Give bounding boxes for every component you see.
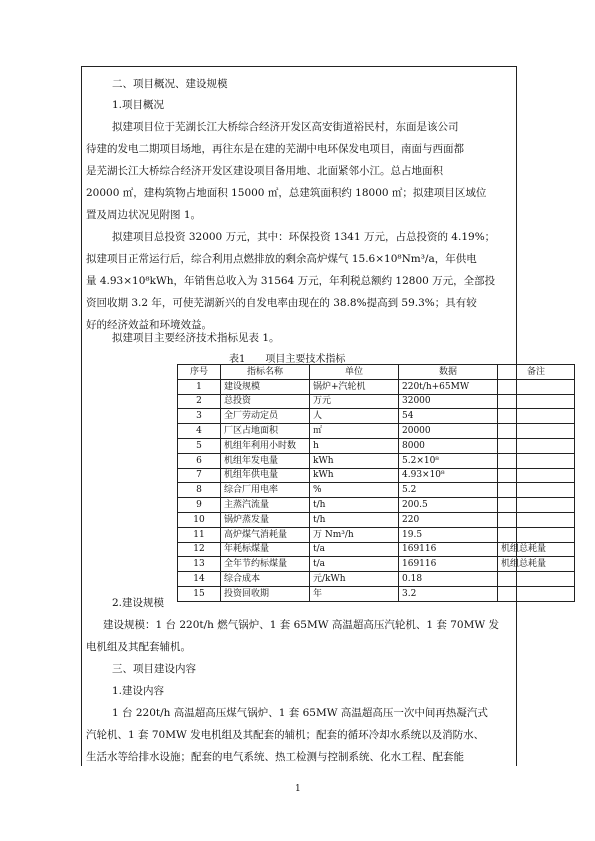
table-cell xyxy=(498,409,575,424)
table-cell: 0.18 xyxy=(399,572,498,587)
table-cell: 2 xyxy=(178,394,221,409)
text-line: 拟建项目正常运行后，综合利用点燃排放的剩余高炉煤气 15.6×10⁸Nm³/a，年供电 xyxy=(86,253,477,265)
header-cell: 序号 xyxy=(178,365,221,380)
table-caption: 表1 项目主要技术指标 xyxy=(229,354,346,365)
table-row xyxy=(178,483,575,498)
table-row xyxy=(178,453,575,468)
table-cell xyxy=(498,586,575,601)
table-cell: 厂区占地面积 xyxy=(221,424,310,439)
table-cell: 全厂劳动定员 xyxy=(221,409,310,424)
table-cell: 综合成本 xyxy=(221,572,310,587)
table-cell: 机组年发电量 xyxy=(221,453,310,468)
table-row xyxy=(178,542,575,557)
table-row xyxy=(178,586,575,601)
table-cell: 220t/h+65MW xyxy=(399,379,498,394)
subsection-heading: 2.建设规模 xyxy=(112,597,165,609)
table-cell: 锅炉+汽轮机 xyxy=(310,379,399,394)
text-line: 拟建项目位于芜湖长江大桥综合经济开发区高安街道裕民村，东面是该公司 xyxy=(112,121,459,133)
table-row xyxy=(178,424,575,439)
table-cell: 总投资 xyxy=(221,394,310,409)
header-cell: 数据 xyxy=(399,365,498,380)
table-row xyxy=(178,394,575,409)
table-cell: 年耗标煤量 xyxy=(221,542,310,557)
table-cell: kWh xyxy=(310,453,399,468)
table-cell: 5 xyxy=(178,438,221,453)
table-row xyxy=(178,468,575,483)
table-cell: 4.93×10⁸ xyxy=(399,468,498,483)
header-cell: 单位 xyxy=(310,365,399,380)
header-cell: 指标名称 xyxy=(221,365,310,380)
table-cell: 220 xyxy=(399,512,498,527)
table-cell: 8 xyxy=(178,483,221,498)
text-line: 是芜湖长江大桥综合经济开发区建设项目备用地、北面紧邻小江。总占地面积 xyxy=(86,165,443,177)
table-row xyxy=(178,379,575,394)
table-cell: 机组年利用小时数 xyxy=(221,438,310,453)
text-line: 拟建项目总投资 32000 万元，其中：环保投资 1341 万元，占总投资的 4.19%； xyxy=(112,231,496,243)
table-cell xyxy=(498,498,575,513)
table-cell: 13 xyxy=(178,557,221,572)
table-cell: 机组总耗量 xyxy=(498,542,575,557)
table-cell: 20000 xyxy=(399,424,498,439)
table-cell: h xyxy=(310,438,399,453)
text-line: 资回收期 3.2 年，可使芜湖新兴的自发电率由现在的 38.8%提高到 59.3%；具有较 xyxy=(86,297,477,309)
table-cell: 机组年供电量 xyxy=(221,468,310,483)
table-cell xyxy=(498,424,575,439)
table-cell xyxy=(498,527,575,542)
table-row xyxy=(178,557,575,572)
table-reference-text: 拟建项目主要经济技术指标见表 1。 xyxy=(112,332,280,344)
header-cell: 备注 xyxy=(498,365,575,380)
section-heading: 三、项目建设内容 xyxy=(112,663,196,675)
table-row xyxy=(178,572,575,587)
text-line: 好的经济效益和环境效益。 xyxy=(86,319,212,331)
table-row xyxy=(178,527,575,542)
table-cell: 32000 xyxy=(399,394,498,409)
text-line: 置及周边状况见附图 1。 xyxy=(86,209,202,221)
table-cell: 3.2 xyxy=(399,586,498,601)
table-cell xyxy=(498,468,575,483)
text-line: 建设规模：1 台 220t/h 燃气锅炉、1 套 65MW 高温超高压汽轮机、1 套 70MW 发 xyxy=(103,619,499,631)
text-line: 待建的发电二期项目场地，再往东是在建的芜湖中电环保发电项目，南面与西面都 xyxy=(86,143,464,155)
table-cell: 54 xyxy=(399,409,498,424)
table-cell: 投资回收期 xyxy=(221,586,310,601)
table-row xyxy=(178,498,575,513)
table-row xyxy=(178,409,575,424)
table-cell: 万 Nm³/h xyxy=(310,527,399,542)
table-cell: % xyxy=(310,483,399,498)
section-heading: 二、项目概况、建设规模 xyxy=(112,78,228,90)
table-cell: kWh xyxy=(310,468,399,483)
table-cell xyxy=(498,512,575,527)
table-cell: 全年节约标煤量 xyxy=(221,557,310,572)
table-cell xyxy=(498,453,575,468)
text-line: 量 4.93×10⁸kWh，年销售总收入为 31564 万元，年利税总额约 12800 万元，全部投 xyxy=(86,275,496,287)
table-cell: 3 xyxy=(178,409,221,424)
table-cell xyxy=(498,394,575,409)
subsection-heading: 1.项目概况 xyxy=(112,99,165,111)
table-cell: 10 xyxy=(178,512,221,527)
text-line: 生活水等给排水设施；配套的电气系统、热工检测与控制系统、化水工程、配套能 xyxy=(86,751,464,763)
subsection-heading: 1.建设内容 xyxy=(112,685,165,697)
table-cell: t/a xyxy=(310,542,399,557)
table-cell: 9 xyxy=(178,498,221,513)
table-cell xyxy=(498,438,575,453)
table-cell: 7 xyxy=(178,468,221,483)
table-cell: 6 xyxy=(178,453,221,468)
page-number: 1 xyxy=(295,784,301,794)
table-cell: 人 xyxy=(310,409,399,424)
table-cell: 综合厂用电率 xyxy=(221,483,310,498)
table-cell: 机组总耗量 xyxy=(498,557,575,572)
table-cell xyxy=(498,572,575,587)
table-cell: t/h xyxy=(310,512,399,527)
table-cell: 11 xyxy=(178,527,221,542)
table-cell: 建设规模 xyxy=(221,379,310,394)
table-cell: t/h xyxy=(310,498,399,513)
table-cell: 高炉煤气消耗量 xyxy=(221,527,310,542)
text-line: 1 台 220t/h 高温超高压煤气锅炉、1 套 65MW 高温超高压一次中间再热凝汽式 xyxy=(112,707,488,719)
table-cell: 8000 xyxy=(399,438,498,453)
table-cell: t/a xyxy=(310,557,399,572)
table-cell: 锅炉蒸发量 xyxy=(221,512,310,527)
table-cell: 200.5 xyxy=(399,498,498,513)
table-header-row xyxy=(178,365,575,380)
table-row xyxy=(178,438,575,453)
text-line: 汽轮机、1 套 70MW 发电机组及其配套的辅机；配套的循环冷却水系统以及消防水、 xyxy=(86,729,485,741)
table-cell: 1 xyxy=(178,379,221,394)
table-cell: 14 xyxy=(178,572,221,587)
table-cell: 5.2×10⁸ xyxy=(399,453,498,468)
table-cell: 年 xyxy=(310,586,399,601)
table-cell: 万元 xyxy=(310,394,399,409)
table-cell: 元/kWh xyxy=(310,572,399,587)
table-cell xyxy=(498,379,575,394)
table-cell: ㎡ xyxy=(310,424,399,439)
table-cell: 19.5 xyxy=(399,527,498,542)
table-cell: 15 xyxy=(178,586,221,601)
table-cell: 主蒸汽流量 xyxy=(221,498,310,513)
table-cell: 12 xyxy=(178,542,221,557)
technical-indicators-table xyxy=(177,364,575,602)
table-cell: 169116 xyxy=(399,557,498,572)
text-line: 电机组及其配套辅机。 xyxy=(86,641,191,653)
table-cell: 5.2 xyxy=(399,483,498,498)
table-cell xyxy=(498,483,575,498)
table-cell: 4 xyxy=(178,424,221,439)
table-row xyxy=(178,512,575,527)
text-line: 20000 ㎡，建构筑物占地面积 15000 ㎡，总建筑面积约 18000 ㎡；拟建项目区域位 xyxy=(86,187,487,199)
table-cell: 169116 xyxy=(399,542,498,557)
